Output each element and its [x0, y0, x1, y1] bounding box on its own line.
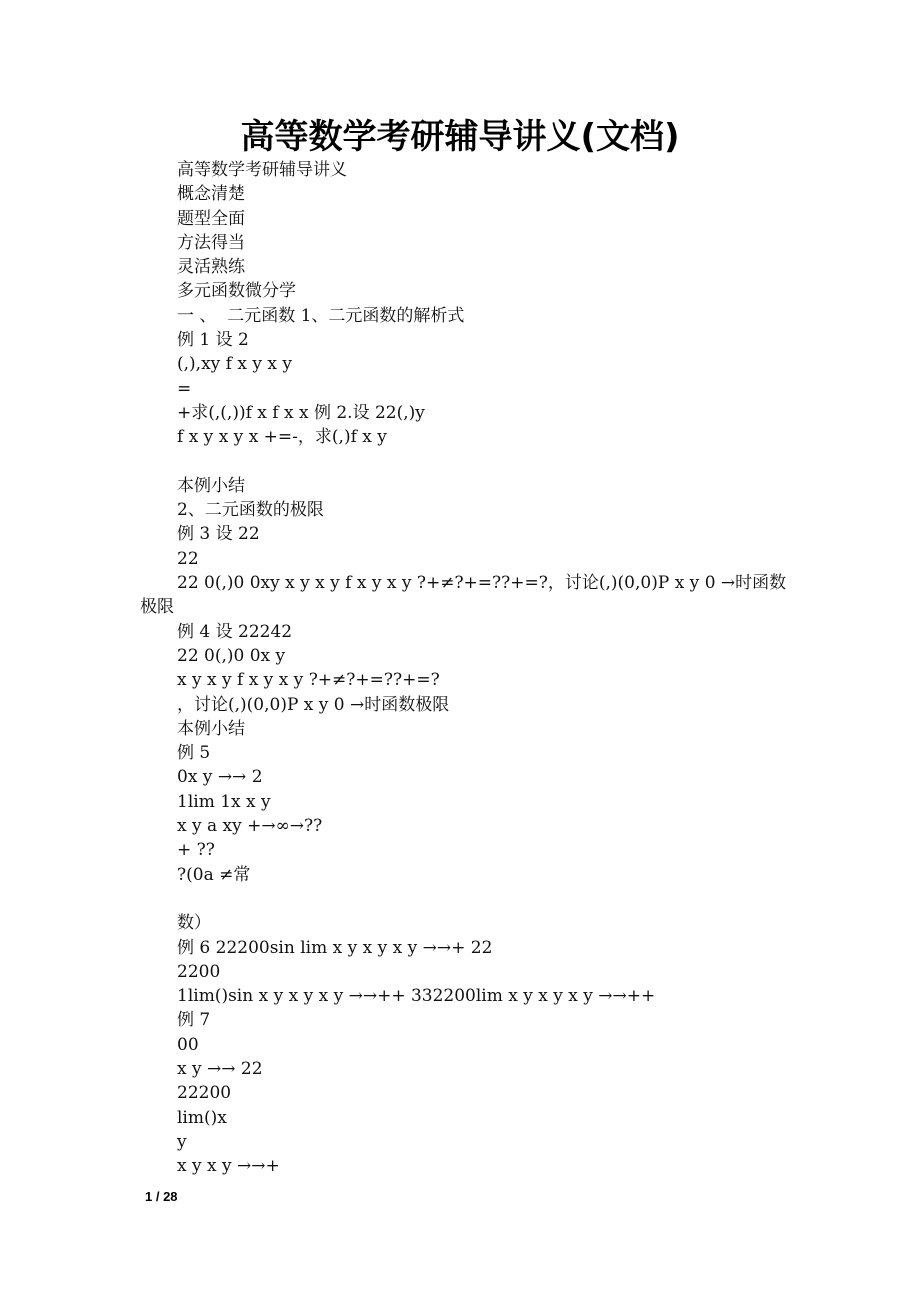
- blank-line: [140, 887, 790, 911]
- text-line: y: [177, 1131, 187, 1152]
- text-line: 数）: [177, 913, 211, 934]
- text-line: 22 0(,)0 0x y: [177, 645, 286, 666]
- text-line: x y →→ 22: [177, 1058, 263, 1079]
- text-line: 2、二元函数的极限: [177, 500, 324, 521]
- text-line: x y a xy +→∞→??: [177, 816, 323, 837]
- text-line: (,),xy f x y x y: [177, 354, 292, 375]
- text-line: 22200: [177, 1083, 232, 1104]
- text-line: 例 1 设 2: [177, 330, 249, 351]
- text-line: ，讨论(,)(0,0)P x y 0 →时函数极限: [177, 694, 450, 715]
- text-line: 一 、 二元函数 1、二元函数的解析式: [177, 305, 465, 326]
- text-line: +求(,(,))f x f x x 例 2.设 22(,)y: [177, 402, 425, 423]
- text-line: 例 4 设 22242: [177, 621, 293, 642]
- text-line: 2200: [177, 961, 221, 982]
- text-line: 题型全面: [177, 208, 245, 229]
- text-line: f x y x y x +=-，求(,)f x y: [177, 427, 387, 448]
- text-line: 例 3 设 22: [177, 524, 260, 545]
- text-line: 例 6 22200sin lim x y x y x y →→+ 22: [177, 937, 493, 958]
- text-line: 例 5: [177, 743, 211, 764]
- text-line: 灵活熟练: [177, 257, 245, 278]
- text-line: 方法得当: [177, 232, 245, 253]
- document-body: [140, 158, 790, 1178]
- text-line: 概念清楚: [177, 184, 245, 205]
- text-line: =: [177, 378, 192, 399]
- text-line: 00: [177, 1034, 199, 1055]
- text-line: 22: [177, 548, 199, 569]
- text-line: 1lim()sin x y x y x y →→++ 332200lim x y x y x y →→++: [177, 986, 656, 1007]
- text-line: 0x y →→ 2: [177, 767, 263, 788]
- text-line-wrapped: 极限: [140, 597, 174, 618]
- text-line: lim()x: [177, 1107, 227, 1128]
- text-line: 高等数学考研辅导讲义: [177, 160, 347, 180]
- text-line: 例 7: [177, 1010, 211, 1031]
- page-number: 1 / 28: [145, 1189, 178, 1204]
- blank-line: [140, 450, 790, 474]
- text-line: 多元函数微分学: [177, 281, 296, 302]
- text-line: 本例小结: [177, 475, 245, 496]
- text-line: ?(0a ≠常: [177, 864, 251, 885]
- text-line: + ??: [177, 840, 215, 861]
- text-line: 1lim 1x x y: [177, 791, 271, 812]
- text-line: 本例小结: [177, 718, 245, 739]
- text-line: 22 0(,)0 0xy x y x y f x y x y ?+≠?+=??+=?，讨论(,)(0,0)P x y 0 →时函数: [177, 573, 787, 594]
- text-line: x y x y →→+: [177, 1156, 280, 1177]
- text-line: x y x y f x y x y ?+≠?+=??+=?: [177, 670, 440, 691]
- document-title: 高等数学考研辅导讲义(文档): [240, 117, 680, 157]
